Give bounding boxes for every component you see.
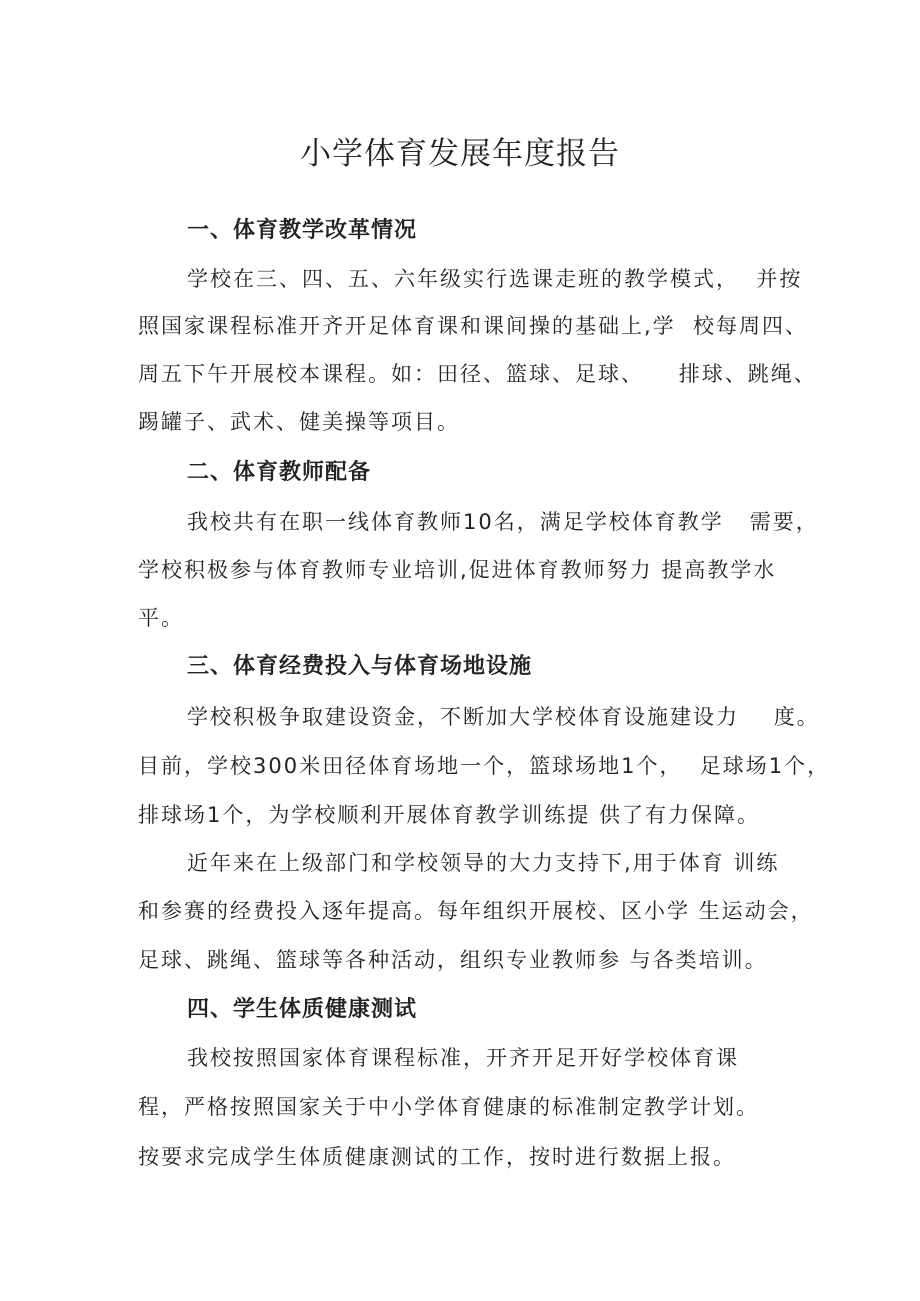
section-heading-1: 一、体育教学改革情况 <box>187 218 418 243</box>
paragraph-line: 和参赛的经费投入逐年提高。每年组织开展校、区小学 生运动会， <box>138 899 814 923</box>
paragraph-line: 按要求完成学生体质健康测试的工作，按时进行数据上报。 <box>138 1145 736 1169</box>
paragraph-line: 足球、跳绳、篮球等各种活动，组织专业教师参 与各类培训。 <box>138 948 768 972</box>
page-title: 小学体育发展年度报告 <box>300 136 620 172</box>
paragraph-line: 学校积极参与体育教师专业培训,促进体育教师努力 提高教学水 <box>138 558 777 582</box>
paragraph-line: 学校积极争取建设资金，不断加大学校体育设施建设力 度。 <box>187 705 820 729</box>
paragraph-line: 目前，学校300米田径体育场地一个，篮球场地1个， 足球场1个， <box>138 754 831 778</box>
paragraph-line: 周五下午开展校本课程。如：田径、篮球、足球、 排球、跳绳、 <box>138 362 817 386</box>
paragraph-line: 我校按照国家体育课程标准，开齐开足开好学校体育课 <box>187 1046 739 1070</box>
paragraph-line: 踢罐子、武术、健美操等项目。 <box>138 410 460 434</box>
paragraph-line: 我校共有在职一线体育教师10名，满足学校体育教学 需要， <box>187 510 819 534</box>
paragraph-line: 平。 <box>138 606 184 630</box>
paragraph-line: 程，严格按照国家关于中小学体育健康的标准制定教学计划。 <box>138 1095 759 1119</box>
section-heading-3: 三、体育经费投入与体育场地设施 <box>187 654 533 679</box>
section-heading-4: 四、学生体质健康测试 <box>187 997 418 1022</box>
paragraph-line: 学校在三、四、五、六年级实行选课走班的教学模式， 并按 <box>187 267 803 291</box>
paragraph-line: 近年来在上级部门和学校领导的大力支持下,用于体育 训练 <box>187 851 780 875</box>
section-heading-2: 二、体育教师配备 <box>187 460 372 485</box>
paragraph-line: 照国家课程标准开齐开足体育课和课间操的基础上,学 校每周四、 <box>138 314 809 338</box>
paragraph-line: 排球场1个，为学校顺利开展体育教学训练提 供了有力保障。 <box>138 803 761 827</box>
